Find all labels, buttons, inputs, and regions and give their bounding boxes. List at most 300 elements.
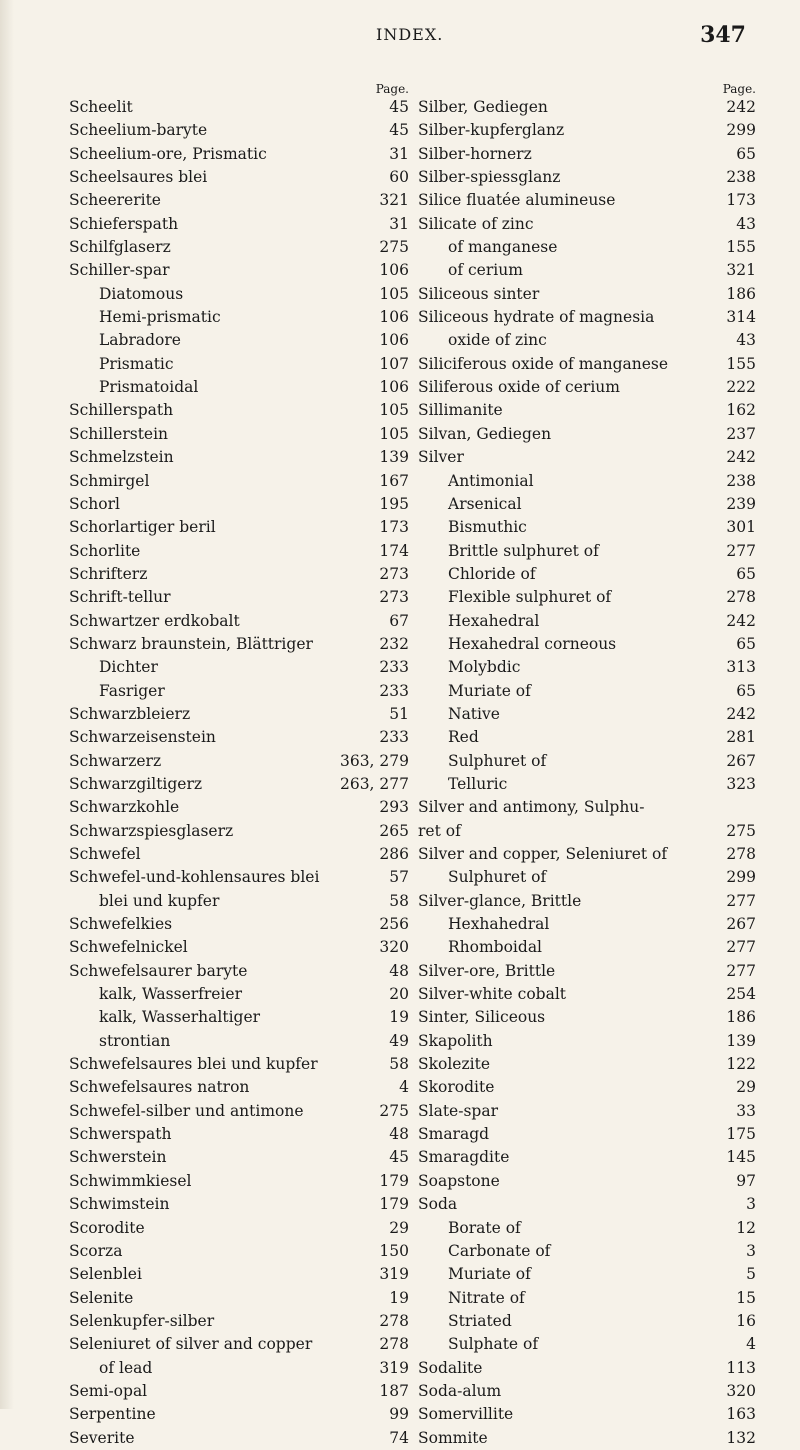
entry-page: 48 <box>389 961 409 980</box>
index-entry <box>69 633 409 656</box>
entry-page: 65 <box>736 634 756 653</box>
entry-page: 242 <box>726 704 756 723</box>
entry-page: 273 <box>379 564 409 583</box>
entry-term: Sommite <box>418 1428 488 1447</box>
entry-page: 45 <box>389 1148 409 1167</box>
entry-page: 19 <box>389 1288 409 1307</box>
index-entry <box>69 936 409 959</box>
entry-term: kalk, Wasserhaltiger <box>99 1008 261 1027</box>
entry-page: 105 <box>379 424 409 443</box>
entry-term: Rhomboidal <box>448 938 543 957</box>
entry-page: 222 <box>726 378 756 397</box>
entry-page: 19 <box>389 1008 409 1027</box>
index-entry <box>69 119 409 142</box>
entry-term: Schwartzer erdkobalt <box>69 611 240 630</box>
entry-page: 105 <box>379 401 409 420</box>
entry-term: Skolezite <box>418 1055 490 1074</box>
entry-page: 20 <box>389 985 409 1004</box>
entry-page: 281 <box>726 728 756 747</box>
index-entry <box>418 983 756 1006</box>
entry-page: 65 <box>736 681 756 700</box>
index-entry <box>69 726 409 749</box>
index-entry <box>69 586 409 609</box>
entry-page: 106 <box>379 331 409 350</box>
index-entry <box>69 1100 409 1123</box>
entry-page: 277 <box>726 938 756 957</box>
entry-term: Silver-glance, Brittle <box>418 891 582 910</box>
entry-term: Borate of <box>448 1218 521 1237</box>
entry-page: 319 <box>379 1265 409 1284</box>
entry-page: 4 <box>746 1335 756 1354</box>
entry-term: Schwarzspiesglaserz <box>69 821 234 840</box>
index-entry <box>69 399 409 422</box>
entry-term: strontian <box>99 1031 171 1050</box>
entry-page: 3 <box>746 1195 756 1214</box>
index-entry <box>418 1240 756 1263</box>
entry-term: Schwarzgiltigerz <box>69 774 203 793</box>
entry-term: Molybdic <box>448 658 521 677</box>
index-entry <box>418 563 756 586</box>
entry-page: 263, 277 <box>339 774 409 793</box>
entry-term: Sodalite <box>418 1358 483 1377</box>
entry-page: 12 <box>736 1218 756 1237</box>
index-entry <box>69 796 409 819</box>
index-entry <box>418 843 756 866</box>
entry-page: 43 <box>736 214 756 233</box>
entry-term: Native <box>448 704 500 723</box>
entry-term: Sulphate of <box>448 1335 539 1354</box>
index-entry <box>69 1333 409 1356</box>
index-entry <box>69 1263 409 1286</box>
entry-page: 277 <box>726 541 756 560</box>
entry-page: 242 <box>726 98 756 116</box>
index-entry <box>69 516 409 539</box>
entry-term: Schwefelsaures blei und kupfer <box>69 1055 318 1074</box>
entry-page: 277 <box>726 961 756 980</box>
entry-page: 132 <box>726 1428 756 1447</box>
entry-page: 113 <box>726 1358 756 1377</box>
entry-page: 122 <box>726 1055 756 1074</box>
entry-term: Schwefel-silber und antimone <box>69 1101 304 1120</box>
entry-term: Schwerstein <box>69 1148 167 1167</box>
entry-page: 232 <box>379 634 409 653</box>
entry-term: Schwefel <box>69 845 141 863</box>
entry-term: Soda <box>418 1195 458 1214</box>
entry-term: Silber-kupferglanz <box>418 121 565 140</box>
entry-page: 320 <box>379 938 409 957</box>
entry-term: Scheelsaures blei <box>69 168 208 187</box>
index-entry <box>418 633 756 656</box>
entry-term: Schwefelkies <box>69 915 173 934</box>
index-entry <box>418 1287 756 1310</box>
entry-page: 60 <box>389 168 409 187</box>
entry-page: 275 <box>379 238 409 257</box>
entry-page: 286 <box>379 845 409 863</box>
entry-page: 275 <box>379 1101 409 1120</box>
entry-page: 29 <box>736 1078 756 1097</box>
entry-page: 106 <box>379 308 409 327</box>
entry-term: Schiller-spar <box>69 261 170 280</box>
entry-term: Schrift-tellur <box>69 588 171 607</box>
entry-term: Soda-alum <box>418 1381 502 1400</box>
entry-term: Slate-spar <box>418 1101 498 1120</box>
index-entry <box>418 1217 756 1240</box>
entry-page: 65 <box>736 564 756 583</box>
index-entry <box>418 796 756 819</box>
entry-term: Siliciferous oxide of manganese <box>418 354 669 373</box>
index-entry <box>69 890 409 913</box>
entry-page: 265 <box>379 821 409 840</box>
entry-page: 278 <box>726 588 756 607</box>
index-entry <box>69 236 409 259</box>
entry-term: Muriate of <box>448 1265 531 1284</box>
entry-term: Silber, Gediegen <box>418 98 548 116</box>
entry-term: kalk, Wasserfreier <box>99 985 243 1004</box>
entry-page: 5 <box>746 1265 756 1284</box>
entry-page: 319 <box>379 1358 409 1377</box>
entry-page: 57 <box>389 868 409 887</box>
entry-page: 238 <box>726 168 756 187</box>
entry-term: Antimonial <box>448 471 534 490</box>
index-entry <box>69 283 409 306</box>
entry-page: 48 <box>389 1125 409 1144</box>
index-entry <box>418 353 756 376</box>
entry-term: of manganese <box>448 238 558 257</box>
entry-page: 43 <box>736 331 756 350</box>
entry-term: Scheelium-baryte <box>69 121 208 140</box>
index-entry <box>69 446 409 469</box>
entry-page: 323 <box>726 774 756 793</box>
entry-term: Fasriger <box>99 681 165 700</box>
index-entry <box>418 703 756 726</box>
index-entry <box>418 119 756 142</box>
entry-page: 97 <box>736 1171 756 1190</box>
index-entry <box>69 166 409 189</box>
entry-page: 299 <box>726 868 756 887</box>
entry-page: 163 <box>726 1405 756 1424</box>
entry-term: Silicate of zinc <box>418 214 534 233</box>
entry-page: 65 <box>736 144 756 163</box>
entry-term: Seleniuret of silver and copper <box>69 1335 313 1354</box>
index-entry <box>69 960 409 983</box>
index-entry <box>69 1030 409 1053</box>
entry-page: 233 <box>379 658 409 677</box>
index-entry <box>418 470 756 493</box>
entry-page: 278 <box>379 1311 409 1330</box>
entry-page: 267 <box>726 751 756 770</box>
entry-term: Silver-white cobalt <box>418 985 567 1004</box>
entry-page: 150 <box>379 1241 409 1260</box>
entry-page: 155 <box>726 354 756 373</box>
entry-term: Selenite <box>69 1288 134 1307</box>
index-entry <box>69 913 409 936</box>
page-number: 347 <box>700 22 746 48</box>
entry-page: 4 <box>399 1078 409 1097</box>
index-entry <box>69 213 409 236</box>
index-entry <box>418 306 756 329</box>
entry-term: Silver-ore, Brittle <box>418 961 556 980</box>
index-entry <box>69 1427 409 1450</box>
entry-term: Sulphuret of <box>448 751 547 770</box>
index-entry <box>69 843 409 866</box>
index-entry <box>69 1380 409 1403</box>
entry-term: Prismatoidal <box>99 378 199 397</box>
entry-term: oxide of zinc <box>448 331 547 350</box>
entry-term: ret of <box>418 821 461 840</box>
index-entry <box>418 610 756 633</box>
entry-page: 256 <box>379 915 409 934</box>
entry-term: Somervillite <box>418 1405 514 1424</box>
entry-page: 242 <box>726 611 756 630</box>
entry-page: 179 <box>379 1195 409 1214</box>
page-margin <box>0 0 14 1409</box>
entry-term: Siliceous hydrate of magnesia <box>418 308 655 327</box>
index-entry <box>418 1100 756 1123</box>
entry-page: 242 <box>726 448 756 467</box>
index-entry <box>69 656 409 679</box>
entry-page: 16 <box>736 1311 756 1330</box>
index-entry <box>418 726 756 749</box>
index-entry <box>69 1217 409 1240</box>
index-entry <box>418 1076 756 1099</box>
index-entry <box>418 1123 756 1146</box>
entry-term: Nitrate of <box>448 1288 525 1307</box>
entry-page: 155 <box>726 238 756 257</box>
entry-page: 186 <box>726 284 756 303</box>
index-entry <box>69 1240 409 1263</box>
entry-term: Hexahedral corneous <box>448 634 617 653</box>
index-entry <box>418 259 756 282</box>
entry-page: 179 <box>379 1171 409 1190</box>
index-entry <box>69 610 409 633</box>
entry-page: 33 <box>736 1101 756 1120</box>
entry-term: Sillimanite <box>418 401 503 420</box>
entry-term: Arsenical <box>448 494 522 513</box>
entry-page: 31 <box>389 214 409 233</box>
entry-page: 187 <box>379 1381 409 1400</box>
index-entry <box>69 1193 409 1216</box>
entry-page: 299 <box>726 121 756 140</box>
index-entry <box>69 1357 409 1380</box>
entry-term: Silver and copper, Seleniuret of <box>418 845 668 863</box>
index-entry <box>418 1053 756 1076</box>
index-entry <box>69 983 409 1006</box>
index-entry <box>418 166 756 189</box>
entry-term: Schwarzerz <box>69 751 162 770</box>
entry-page: 51 <box>389 704 409 723</box>
index-entry <box>418 446 756 469</box>
index-entry <box>69 1403 409 1426</box>
entry-term: Sinter, Siliceous <box>418 1008 546 1027</box>
index-entry <box>418 656 756 679</box>
entry-page: 167 <box>379 471 409 490</box>
entry-page: 278 <box>726 845 756 863</box>
index-entry <box>69 329 409 352</box>
entry-term: Schillerstein <box>69 424 169 443</box>
entry-page: 173 <box>726 191 756 210</box>
entry-page: 301 <box>726 518 756 537</box>
index-entry <box>418 1146 756 1169</box>
index-entry <box>69 143 409 166</box>
entry-page: 254 <box>726 985 756 1004</box>
entry-page: 278 <box>379 1335 409 1354</box>
entry-page: 99 <box>389 1405 409 1424</box>
entry-term: Labradore <box>99 331 181 350</box>
index-column-right <box>418 82 756 1450</box>
index-entry <box>418 1333 756 1356</box>
entry-page: 186 <box>726 1008 756 1027</box>
entry-term: Schwarzbleierz <box>69 704 191 723</box>
entry-term: Telluric <box>448 774 508 793</box>
entry-page: 320 <box>726 1381 756 1400</box>
entry-term: Schrifterz <box>69 564 148 583</box>
entry-page: 321 <box>379 191 409 210</box>
entry-page: 107 <box>379 354 409 373</box>
entry-term: Silvan, Gediegen <box>418 424 552 443</box>
entry-page: 45 <box>389 121 409 140</box>
entry-term: Schwimmkiesel <box>69 1171 192 1190</box>
entry-page: 321 <box>726 261 756 280</box>
index-entry <box>69 423 409 446</box>
entry-page: 29 <box>389 1218 409 1237</box>
index-entry <box>69 189 409 212</box>
entry-term: Schmelzstein <box>69 448 174 467</box>
index-entry <box>69 820 409 843</box>
index-entry <box>418 516 756 539</box>
entry-page: 238 <box>726 471 756 490</box>
index-entry <box>69 96 409 119</box>
entry-page: 314 <box>726 308 756 327</box>
entry-term: Schwefelsaurer baryte <box>69 961 248 980</box>
entry-term: Schwimstein <box>69 1195 170 1214</box>
entry-page: 174 <box>379 541 409 560</box>
entry-term: Schorl <box>69 494 120 513</box>
index-entry <box>69 703 409 726</box>
index-entry <box>418 890 756 913</box>
entry-term: Silice fluatée alumineuse <box>418 191 616 210</box>
page-header <box>0 0 800 60</box>
index-entry <box>418 1006 756 1029</box>
entry-term: Skapolith <box>418 1031 493 1050</box>
index-entry <box>69 259 409 282</box>
entry-term: Schorlite <box>69 541 141 560</box>
index-entry <box>69 750 409 773</box>
entry-term: Scheelit <box>69 98 133 116</box>
index-entry <box>418 820 756 843</box>
entry-term: Serpentine <box>69 1405 156 1424</box>
entry-page: 58 <box>389 1055 409 1074</box>
entry-page: 3 <box>746 1241 756 1260</box>
entry-page: 275 <box>726 821 756 840</box>
entry-term: Schwarzkohle <box>69 798 180 817</box>
entry-page: 139 <box>379 448 409 467</box>
index-entry <box>418 960 756 983</box>
entry-page: 58 <box>389 891 409 910</box>
entry-page: 233 <box>379 728 409 747</box>
entry-term: Flexible sulphuret of <box>448 588 612 607</box>
index-entry <box>418 143 756 166</box>
entry-term: Scorza <box>69 1241 123 1260</box>
index-entry <box>418 866 756 889</box>
index-entry <box>69 376 409 399</box>
index-entry <box>418 586 756 609</box>
index-entry <box>418 936 756 959</box>
entry-term: Prismatic <box>99 354 174 373</box>
entry-term: Schwarzeisenstein <box>69 728 216 747</box>
index-entry <box>418 189 756 212</box>
entry-term: blei und kupfer <box>99 891 220 910</box>
entry-term: Schwerspath <box>69 1125 172 1144</box>
entry-term: Siliceous sinter <box>418 284 540 303</box>
entry-term: Bismuthic <box>448 518 527 537</box>
index-entry <box>418 1030 756 1053</box>
index-column-left <box>69 82 409 1450</box>
index-entry <box>418 1357 756 1380</box>
entry-page: 31 <box>389 144 409 163</box>
entry-page: 139 <box>726 1031 756 1050</box>
index-entry <box>418 213 756 236</box>
entry-page: 162 <box>726 401 756 420</box>
entry-page: 145 <box>726 1148 756 1167</box>
entry-term: Hexahedral <box>448 611 540 630</box>
entry-term: Striated <box>448 1311 512 1330</box>
index-entry <box>418 1403 756 1426</box>
entry-term: Silber-spiessglanz <box>418 168 561 187</box>
entry-term: Chloride of <box>448 564 536 583</box>
index-entry <box>418 376 756 399</box>
entry-page: 15 <box>736 1288 756 1307</box>
entry-term: Selenblei <box>69 1265 142 1284</box>
entry-term: Schillerspath <box>69 401 174 420</box>
index-entry <box>69 493 409 516</box>
entry-term: Scheelium-ore, Prismatic <box>69 144 267 163</box>
entry-term: Severite <box>69 1428 135 1447</box>
index-entry <box>418 283 756 306</box>
index-entry <box>69 1053 409 1076</box>
entry-page: 239 <box>726 494 756 513</box>
entry-page: 74 <box>389 1428 409 1447</box>
index-entry <box>418 493 756 516</box>
entry-page: 106 <box>379 261 409 280</box>
entry-page: 195 <box>379 494 409 513</box>
entry-page: 105 <box>379 284 409 303</box>
index-entry <box>69 306 409 329</box>
entry-page: 45 <box>389 98 409 116</box>
entry-term: Carbonate of <box>448 1241 551 1260</box>
entry-term: Schmirgel <box>69 471 150 490</box>
page-column-label: Page. <box>722 82 756 96</box>
entry-page: 49 <box>389 1031 409 1050</box>
index-entry <box>69 1146 409 1169</box>
entry-page: 106 <box>379 378 409 397</box>
entry-page: 267 <box>726 915 756 934</box>
index-entry <box>418 1193 756 1216</box>
entry-page: 233 <box>379 681 409 700</box>
index-entry <box>69 866 409 889</box>
entry-term: Schieferspath <box>69 214 179 233</box>
index-entry <box>69 1076 409 1099</box>
page-column-label: Page. <box>375 82 409 96</box>
entry-term: Muriate of <box>448 681 531 700</box>
entry-page: 173 <box>379 518 409 537</box>
index-entry <box>418 680 756 703</box>
entry-term: of cerium <box>448 261 523 280</box>
index-entry <box>418 773 756 796</box>
entry-term: Schwefel-und-kohlensaures blei <box>69 868 320 887</box>
entry-term: Skorodite <box>418 1078 495 1097</box>
entry-term: Siliferous oxide of cerium <box>418 378 620 397</box>
entry-page: 277 <box>726 891 756 910</box>
